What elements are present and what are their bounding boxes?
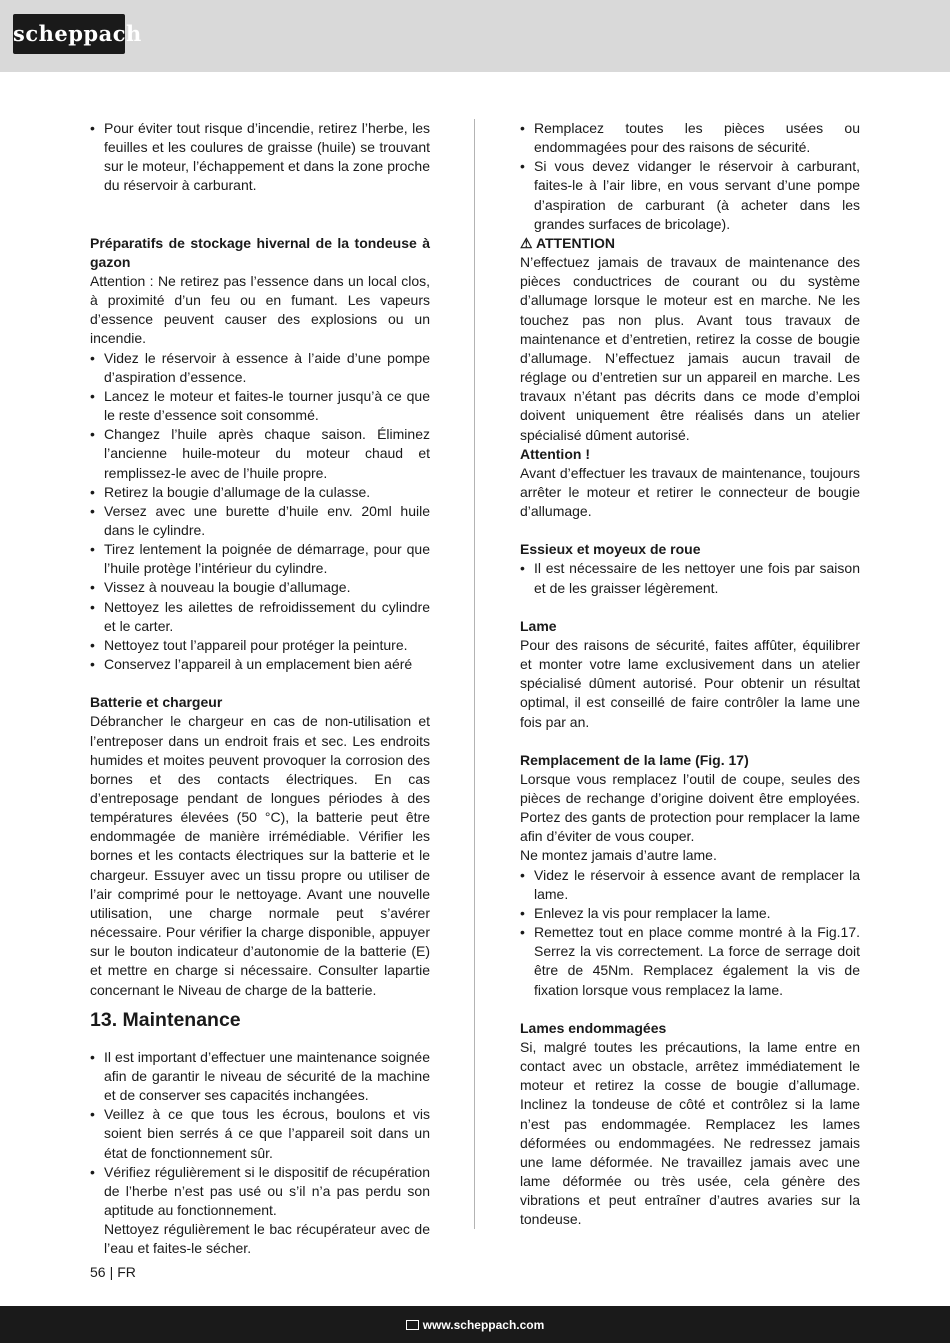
blade-text: Pour des raisons de sécurité, faites affûter, équilibrer et monter votre lame exclusivement dans un atelier spécialisé dûment autorisé. Pour obtenir un résultat optimal, il est conseillé de faire contrôler la lame une fois par an. bbox=[520, 636, 860, 730]
list-item: • Si vous devez vidanger le réservoir à carburant, faites-le à l’air libre, en vous servant d’une pompe d’aspiration de carburant (à acheter dans les grandes surfaces de bricolage). bbox=[520, 157, 860, 234]
attention-heading bbox=[520, 234, 860, 253]
intro-list bbox=[90, 119, 430, 196]
battery-heading: Batterie et chargeur bbox=[90, 694, 223, 711]
replace-list bbox=[520, 866, 860, 1000]
warning-icon: ⚠ bbox=[520, 234, 533, 251]
list-item: • Lancez le moteur et faites-le tourner jusqu’à ce que le reste d’essence soit consommé. bbox=[90, 387, 430, 425]
left-column bbox=[90, 119, 430, 1258]
column-divider bbox=[474, 119, 475, 1229]
maintenance-list bbox=[90, 1048, 430, 1220]
axles-list bbox=[520, 559, 860, 597]
list-item: • Nettoyez tout l’appareil pour protéger la peinture. bbox=[90, 636, 430, 655]
replace-heading: Remplacement de la lame (Fig. 17) bbox=[520, 751, 749, 768]
list-item: • Nettoyez les ailettes de refroidissement du cylindre et le carter. bbox=[90, 598, 430, 636]
list-item: • Il est important d’effectuer une maintenance soignée afin de garantir le niveau de sécurité de la machine et de conserver ses capacités inchangées. bbox=[90, 1048, 430, 1105]
attention2-heading: Attention ! bbox=[520, 445, 590, 462]
scheppach-logo: scheppach bbox=[13, 14, 125, 54]
list-item: • Conservez l’appareil à un emplacement bien aéré bbox=[90, 655, 430, 674]
replace-text: Lorsque vous remplacez l’outil de coupe, seules des pièces de rechange d’origine doivent être employées. Portez des gants de protection pour remplacer la lame afin d’éviter de vous couper. bbox=[520, 770, 860, 845]
list-item: • Pour éviter tout risque d’incendie, retirez l’herbe, les feuilles et les coulures de graisse (huile) se trouvant sur le moteur, l’échappement et dans la zone proche du réservoir à carburant. bbox=[90, 119, 430, 196]
attention-text: N’effectuez jamais de travaux de maintenance des pièces conductrices de courant ou du système d’allumage lorsque le moteur est en marche. Ne les touchez pas non plus. Avant tous travaux de maintenance et d’entretien, retirez la cosse de bougie d’allumage. N’effectuez jamais aucun travail de réglage ou d’entretien sur un appareil en marche. Les travaux n’étant pas décrits dans ce mode d’emploi doivent uniquement être réalisés dans un atelier spécialisé dûment autorisé. bbox=[520, 254, 860, 443]
page-language: FR bbox=[117, 1264, 136, 1280]
list-item: • Changez l’huile après chaque saison. Éliminez l’ancienne huile-moteur du moteur chaud et remplissez-le avec de l’huile propre. bbox=[90, 425, 430, 482]
computer-icon bbox=[406, 1320, 419, 1330]
top-list bbox=[520, 119, 860, 234]
damaged-text: Si, malgré toutes les précautions, la lame entre en contact avec un obstacle, arrêtez immédiatement le moteur et retirez la cosse de bougie d’allumage. Inclinez la tondeuse de côté et contrôlez si la lame n’est pas endommagée. Remplacez les lames déformées ou endommagées. Ne redressez jamais une lame déformée. Ne travaillez jamais avec une lame déformée ou très usée, cela génère des vibrations et peut entraîner d’autres avaries sur la tondeuse. bbox=[520, 1038, 860, 1228]
list-item: • Tirez lentement la poignée de démarrage, pour que l’huile protège l’intérieur du cylindre. bbox=[90, 540, 430, 578]
chapter-title bbox=[90, 1008, 430, 1032]
list-item: • Remplacez toutes les pièces usées ou endommagées pour des raisons de sécurité. bbox=[520, 119, 860, 157]
replace-text2: Ne montez jamais d’autre lame. bbox=[520, 847, 717, 864]
footer-url[interactable]: www.scheppach.com bbox=[422, 1317, 545, 1332]
list-item: • Il est nécessaire de les nettoyer une fois par saison et de les graisser légèrement. bbox=[520, 559, 860, 597]
battery-text: Débrancher le chargeur en cas de non-utilisation et l’entreposer dans un endroit frais et sec. Les endroits humides et moites peuvent provoquer la corrosion des bornes et des contacts électriques. En cas d’entreposage pendant de longues périodes à des températures élevées (50 °C), la batterie peut être endommagée de manière irrémédiable. Vérifier les bornes et les contacts électriques sur la batterie et le chargeur. Essuyer avec un tissu propre ou utiliser de l’air comprimé pour le nettoyage. Avant une nouvelle utilisation, une charge normale peut s’avérer nécessaire. Pour vérifier la charge disponible, appuyer sur le bouton indicateur d’autonomie de la batterie (E) et mettre en charge si nécessaire. Consulter lapartie concernant le Niveau de charge de la batterie. bbox=[90, 713, 430, 998]
chapter-name: Maintenance bbox=[122, 1008, 241, 1031]
list-item: • Vérifiez régulièrement si le dispositif de récupération de l’herbe n’est pas usé ou s’il n’a pas perdu son aptitude au fonctionnement. bbox=[90, 1163, 430, 1220]
list-item: • Enlevez la vis pour remplacer la lame. bbox=[520, 904, 860, 923]
right-column bbox=[520, 119, 860, 1229]
attention2-text: Avant d’effectuer les travaux de maintenance, toujours arrêter le moteur et retirer le connecteur de bougie d’allumage. bbox=[520, 464, 860, 520]
page-footer bbox=[0, 1306, 950, 1343]
list-item: • Veillez à ce que tous les écrous, boulons et vis soient bien serrés á ce que l’appareil soit dans un état de fonctionnement sûr. bbox=[90, 1105, 430, 1162]
list-item: • Remettez tout en place comme montré à la Fig.17. Serrez la vis correctement. La force de serrage doit être de 45Nm. Remplacez également la vis de fixation lorsque vous remplacez la lame. bbox=[520, 923, 860, 1000]
page-number-separator: | bbox=[109, 1264, 114, 1280]
winter-text: Attention : Ne retirez pas l’essence dans un local clos, à proximité d’un feu ou en fumant. Les vapeurs d’essence peuvent causer des explosions ou un incendie. bbox=[90, 272, 430, 347]
list-item: • Versez avec une burette d’huile env. 20ml huile dans le cylindre. bbox=[90, 502, 430, 540]
winter-heading: Préparatifs de stockage hivernal de la tondeuse à gazon bbox=[90, 234, 430, 270]
list-item: • Videz le réservoir à essence avant de remplacer la lame. bbox=[520, 866, 860, 904]
page-header bbox=[0, 0, 950, 72]
list-item: • Videz le réservoir à essence à l’aide d’une pompe d’aspiration d’essence. bbox=[90, 349, 430, 387]
axles-heading: Essieux et moyeux de roue bbox=[520, 541, 701, 558]
page-number-value: 56 bbox=[90, 1264, 106, 1280]
maintenance-note: Nettoyez régulièrement le bac récupérateur avec de l’eau et faites-le sécher. bbox=[104, 1221, 430, 1257]
winter-list bbox=[90, 349, 430, 675]
list-item: • Retirez la bougie d’allumage de la culasse. bbox=[90, 483, 430, 502]
blade-heading: Lame bbox=[520, 617, 557, 634]
damaged-heading: Lames endommagées bbox=[520, 1019, 667, 1036]
page-number bbox=[90, 1264, 136, 1280]
list-item: • Vissez à nouveau la bougie d’allumage. bbox=[90, 578, 430, 597]
attention-label: ATTENTION bbox=[535, 234, 616, 251]
chapter-number: 13. bbox=[90, 1008, 118, 1031]
